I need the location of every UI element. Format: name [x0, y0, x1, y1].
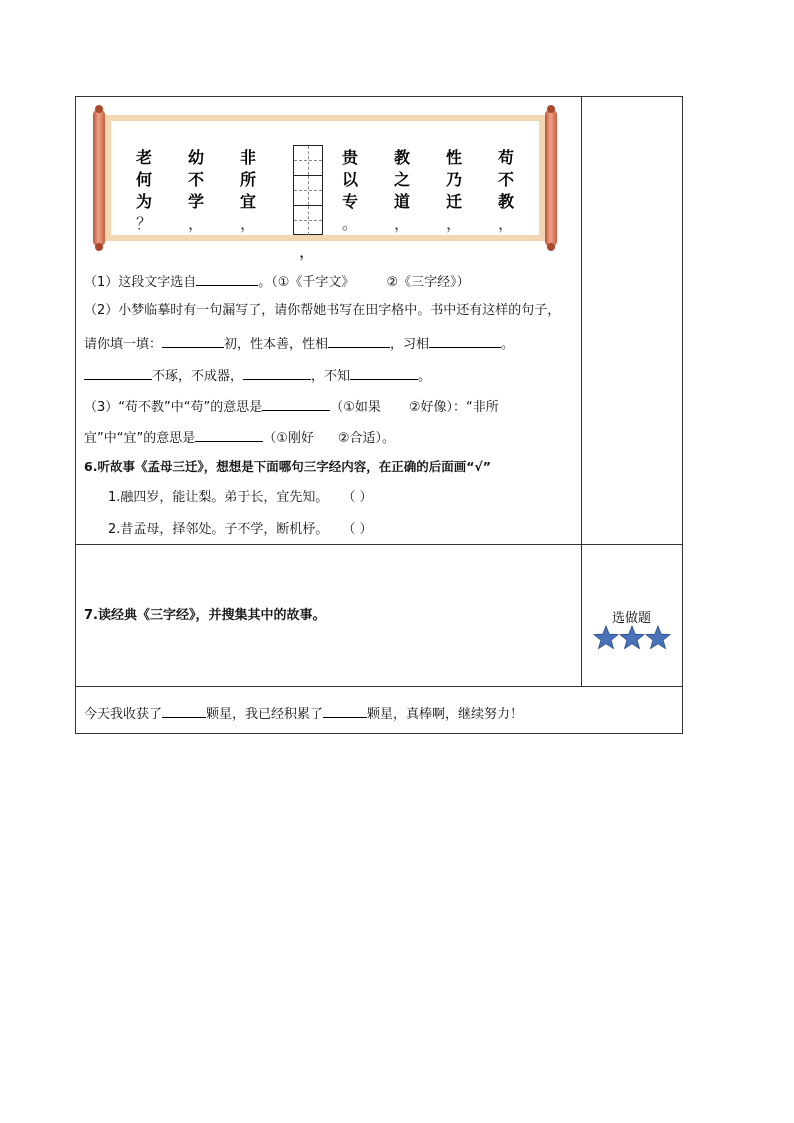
answer-blank[interactable]: [196, 271, 258, 286]
answer-paren[interactable]: （ ）: [342, 522, 373, 537]
scroll-char: 迁: [445, 192, 462, 211]
scroll-column-2: [185, 147, 207, 235]
scroll-char: 幼: [187, 148, 204, 167]
optional-label: 选做题: [611, 611, 651, 626]
footer-summary: 今天我收获了 颗星，我已经积累了 颗星，真棒啊，继续努力！: [84, 703, 523, 724]
scroll-char: 教: [393, 148, 410, 167]
answer-blank[interactable]: [262, 396, 330, 411]
star-icon: [619, 625, 645, 651]
stars-total-blank[interactable]: [323, 703, 367, 718]
scroll-column-3: [237, 147, 259, 235]
question-6-title: 6.听故事《孟母三迁》，想想是下面哪句三字经内容，在正确的后面画“√”: [84, 459, 491, 474]
scroll-paper: [105, 115, 545, 261]
scroll-char: 老: [135, 148, 152, 167]
answer-blank[interactable]: [328, 333, 390, 348]
question-6-option-1: 1.融四岁，能让梨。弟于长，宜先知。 （ ）: [108, 490, 373, 505]
answer-blank[interactable]: [350, 365, 418, 380]
stars-earned-blank[interactable]: [162, 703, 206, 718]
scroll-char: 性: [445, 148, 462, 167]
scroll-char: 之: [393, 170, 410, 189]
row-divider-2: [76, 686, 682, 687]
scroll-char: 以: [341, 170, 358, 189]
scroll-column-4: [339, 147, 361, 235]
scroll-char: 苟: [497, 148, 514, 167]
question-7-title: 7.读经典《三字经》，并搜集其中的故事。: [84, 608, 326, 623]
scroll-char: 为: [135, 192, 152, 211]
question-6-option-2: 2.昔孟母，择邻处。子不学，断机杼。 （ ）: [108, 522, 373, 537]
answer-blank[interactable]: [195, 427, 263, 442]
answer-blank[interactable]: [84, 365, 152, 380]
scroll-char: 教: [497, 192, 514, 211]
scroll-rod-right: [545, 109, 557, 247]
scroll-punct: ，: [497, 214, 514, 233]
star-icon: [645, 625, 671, 651]
answer-paren[interactable]: （ ）: [342, 490, 373, 505]
scroll-char: 学: [187, 192, 204, 211]
answer-blank[interactable]: [162, 333, 224, 348]
scroll-text-area: [111, 121, 539, 261]
tianzige-cell[interactable]: [294, 146, 322, 176]
scroll-punct: 。: [341, 214, 358, 233]
question-2-line-2: 请你填一填： 初，性本善，性相 ，习相 。: [84, 333, 514, 354]
scroll-punct: ，: [187, 214, 204, 233]
scroll-column-1: [133, 147, 155, 235]
scroll-column-5: [391, 147, 413, 235]
scroll-column-7: [495, 147, 517, 235]
scroll-char: 非: [239, 148, 256, 167]
scroll-char: 不: [497, 170, 514, 189]
star-icon: [593, 625, 619, 651]
scroll-punct: ，: [239, 214, 256, 233]
tianzige-cell[interactable]: [294, 206, 322, 235]
scroll-punct: ？: [135, 214, 152, 233]
answer-blank[interactable]: [243, 365, 311, 380]
scroll-char: 所: [239, 170, 256, 189]
star-rating: [593, 625, 673, 653]
scroll-char: 宜: [239, 192, 256, 211]
question-1: （1）这段文字选自 。（①《千字文》 ②《三字经》）: [84, 271, 470, 292]
tianzige-cell[interactable]: [294, 176, 322, 206]
scroll-char: 何: [135, 170, 152, 189]
row-divider-1: [76, 544, 682, 545]
scroll-column-6: [443, 147, 465, 235]
scroll-rod-left: [93, 109, 105, 247]
scroll-char: 道: [393, 192, 410, 211]
worksheet-table: [75, 96, 683, 734]
question-3-line-2: 宜”中“宜”的意思是 （①刚好 ②合适）。: [84, 427, 395, 448]
question-3-line-1: （3）“苟不教”中“苟”的意思是 （①如果 ②好像）：“非所: [84, 396, 499, 417]
column-divider: [581, 97, 582, 687]
scroll-punct: ，: [445, 214, 462, 233]
scroll-char: 专: [341, 192, 358, 211]
scroll-illustration: [93, 109, 559, 261]
tianzige-punct: ，: [299, 242, 316, 261]
scroll-char: 不: [187, 170, 204, 189]
tianzige-grid[interactable]: [293, 145, 323, 235]
scroll-punct: ，: [393, 214, 410, 233]
answer-blank[interactable]: [429, 333, 501, 348]
question-2-line-3: 不琢，不成器， ，不知 。: [84, 365, 431, 386]
scroll-char: 乃: [445, 170, 462, 189]
scroll-char: 贵: [341, 148, 358, 167]
question-2-line-1: （2）小梦临摹时有一句漏写了，请你帮她书写在田字格中。书中还有这样的句子，: [84, 303, 561, 318]
